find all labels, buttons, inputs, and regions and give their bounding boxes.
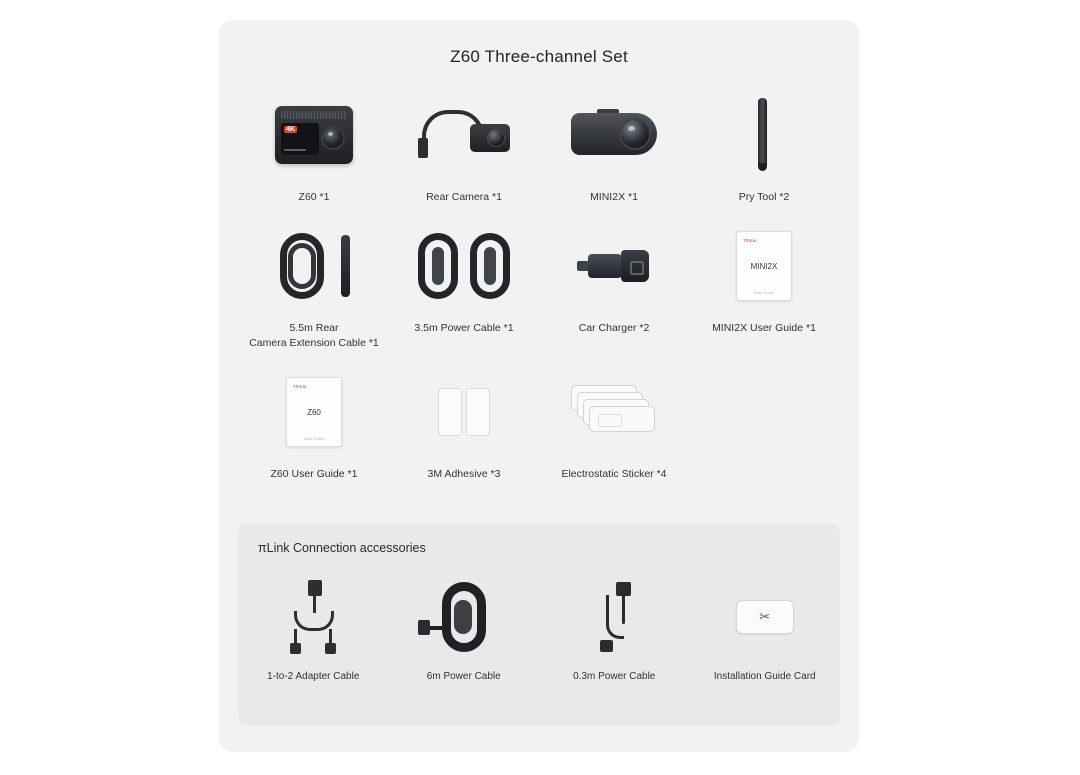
booklet-name: MINI2X <box>750 262 778 271</box>
subsection-title: πLink Connection accessories <box>258 541 426 555</box>
item-3m-adhesive <box>389 369 539 482</box>
item-caption-line1: 5.5m Rear <box>289 322 339 334</box>
booklet-icon <box>689 223 839 309</box>
item-rear-extension-cable <box>239 223 389 351</box>
big-coiled-cable-icon <box>389 575 540 659</box>
item-empty-slot <box>689 369 839 482</box>
short-cable-icon <box>539 575 690 659</box>
mini2x-camera-icon <box>539 92 689 178</box>
item-z60 <box>239 92 389 205</box>
pilink-items-grid <box>238 575 840 684</box>
item-1-to-2-adapter-cable <box>238 575 389 684</box>
item-caption: Car Charger *2 <box>578 322 650 334</box>
item-caption: 1-to-2 Adapter Cable <box>267 671 360 682</box>
items-row <box>239 92 839 205</box>
item-electrostatic-sticker <box>539 369 689 482</box>
item-caption: MINI2X *1 <box>590 191 638 203</box>
item-pry-tool <box>689 92 839 205</box>
item-rear-camera <box>389 92 539 205</box>
item-caption: 3M Adhesive *3 <box>427 468 501 480</box>
item-installation-guide-card <box>690 575 841 684</box>
item-6m-power-cable <box>389 575 540 684</box>
item-03m-power-cable <box>539 575 690 684</box>
sticker-stack-icon <box>539 369 689 455</box>
booklet-footer: User Guide <box>753 290 775 295</box>
tools-icon: ✂ <box>759 609 771 624</box>
item-caption: Rear Camera *1 <box>426 191 502 203</box>
item-caption-line2: Camera Extension Cable *1 <box>249 337 379 349</box>
item-caption: Pry Tool *2 <box>738 191 790 203</box>
rear-camera-icon <box>389 92 539 178</box>
booklet-footer: User Guide <box>303 436 325 441</box>
adapter-cable-icon <box>238 575 389 659</box>
coiled-cable-icon <box>239 223 389 309</box>
booklet-name: Z60 <box>307 408 321 417</box>
dashcam-z60-icon: 4K <box>239 92 389 178</box>
item-caption: Electrostatic Sticker *4 <box>561 468 667 480</box>
item-z60-user-guide <box>239 369 389 482</box>
main-items-grid <box>239 92 839 482</box>
item-caption: MINI2X User Guide *1 <box>712 322 816 334</box>
booklet-brand: 70mai <box>743 238 757 243</box>
car-charger-icon <box>539 223 689 309</box>
item-caption: 0.3m Power Cable <box>573 671 656 682</box>
pilink-accessories-panel <box>238 523 840 726</box>
page-title: Z60 Three-channel Set <box>450 47 628 66</box>
item-car-charger <box>539 223 689 351</box>
booklet-brand: 70mai <box>293 384 307 389</box>
item-caption: 6m Power Cable <box>426 671 501 682</box>
items-row <box>239 369 839 482</box>
items-row <box>239 223 839 351</box>
item-caption: Installation Guide Card <box>713 671 816 682</box>
pry-tool-icon <box>689 92 839 178</box>
double-coiled-cable-icon <box>389 223 539 309</box>
item-mini2x <box>539 92 689 205</box>
item-caption: Z60 User Guide *1 <box>270 468 358 480</box>
item-mini2x-user-guide <box>689 223 839 351</box>
adhesive-pads-icon <box>389 369 539 455</box>
items-row <box>238 575 840 684</box>
item-caption: 3.5m Power Cable *1 <box>414 322 514 334</box>
item-power-cable-35m <box>389 223 539 351</box>
guide-card-icon <box>690 575 841 659</box>
booklet-icon <box>239 369 389 455</box>
item-caption: Z60 *1 <box>298 191 330 203</box>
